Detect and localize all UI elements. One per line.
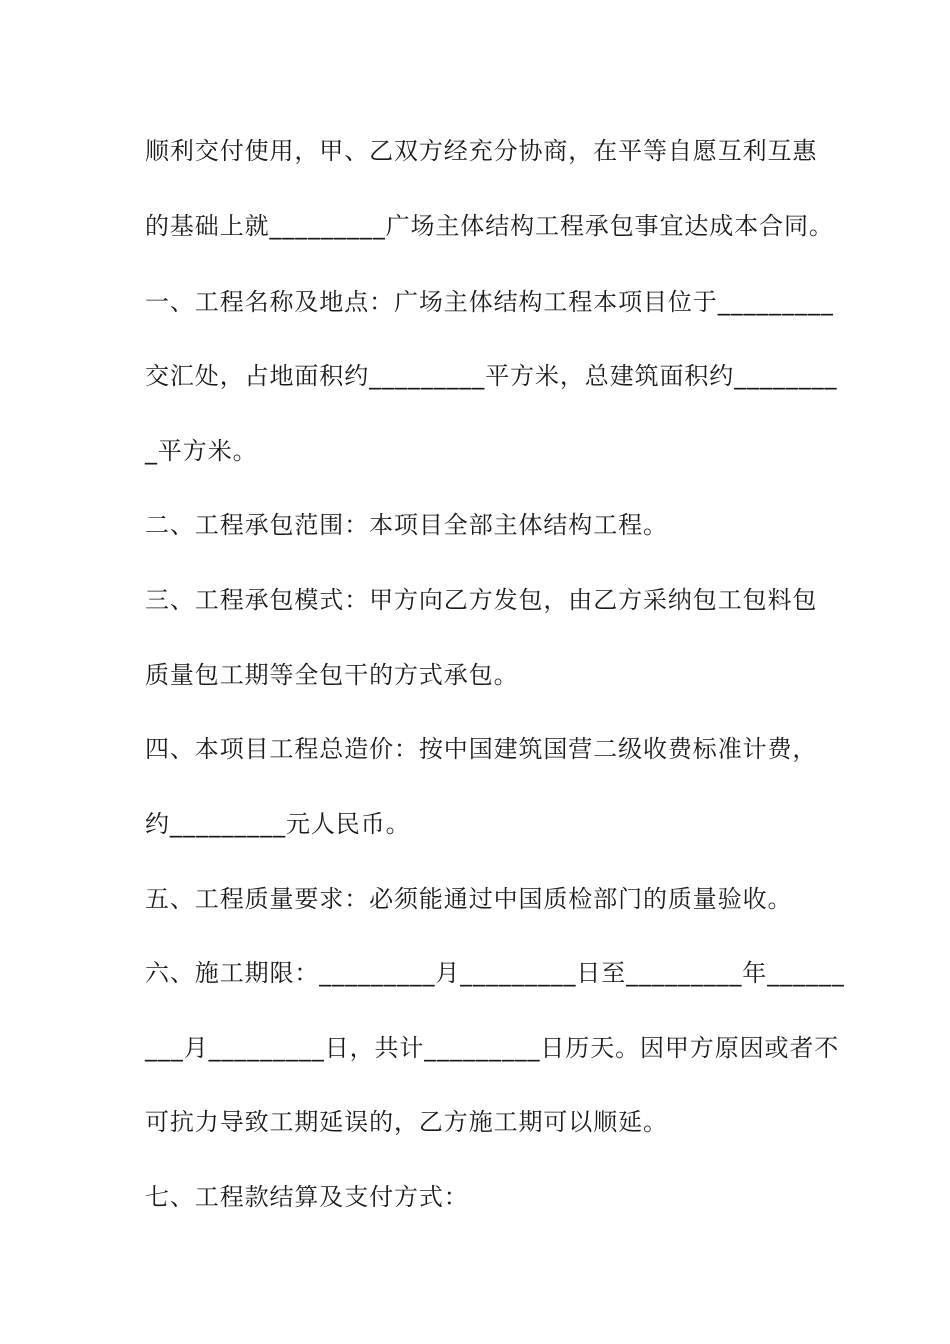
section-7-heading: 七、工程款结算及支付方式： <box>145 1183 469 1211</box>
section-6-heading: 六、施工期限：_________月_________日至_________年______ <box>145 959 845 987</box>
paragraph-line: 可抗力导致工期延误的，乙方施工期可以顺延。 <box>145 1108 668 1136</box>
section-3-heading: 三、工程承包模式：甲方向乙方发包，由乙方采纳包工包料包 <box>145 586 818 614</box>
paragraph-line: 的基础上就_________广场主体结构工程承包事宜达成本合同。 <box>145 212 834 240</box>
section-4-heading: 四、本项目工程总造价：按中国建筑国营二级收费标准计费， <box>145 735 818 763</box>
paragraph-line: _平方米。 <box>145 437 258 465</box>
paragraph-line: 质量包工期等全包干的方式承包。 <box>145 661 519 689</box>
paragraph-line: 交汇处，占地面积约_________平方米，总建筑面积约________ <box>145 362 838 390</box>
section-1-heading: 一、工程名称及地点：广场主体结构工程本项目位于_________ <box>145 288 834 316</box>
section-5-heading: 五、工程质量要求：必须能通过中国质检部门的质量验收。 <box>145 885 793 913</box>
section-2-heading: 二、工程承包范围：本项目全部主体结构工程。 <box>145 511 668 539</box>
paragraph-line: 约_________元人民币。 <box>145 810 411 838</box>
paragraph-line: 顺利交付使用，甲、乙双方经充分协商，在平等自愿互利互惠 <box>145 137 818 165</box>
paragraph-line: ___月_________日，共计_________日历天。因甲方原因或者不 <box>145 1034 840 1062</box>
